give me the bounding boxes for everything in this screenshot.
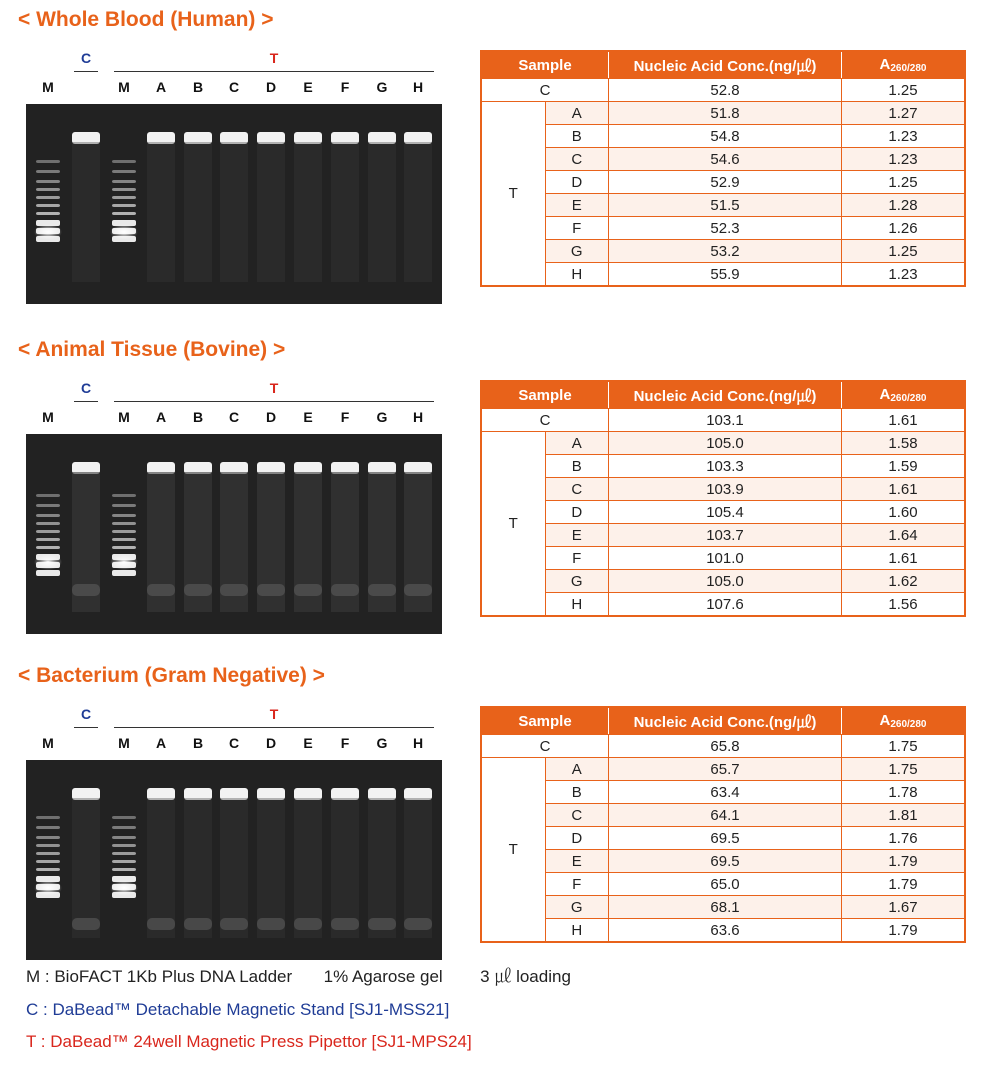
gel-lower-band [147, 584, 175, 596]
table-row [481, 758, 965, 781]
lane-label: H [412, 409, 424, 425]
gel-lower-band [294, 918, 322, 930]
table-row [481, 102, 965, 125]
ladder-band [36, 836, 60, 839]
table-row [481, 171, 965, 194]
sample-ratio: 1.25 [842, 171, 966, 194]
ladder-note: M : BioFACT 1Kb Plus DNA Ladder [26, 967, 293, 986]
sample-ratio: 1.61 [842, 547, 966, 570]
gel-panel [26, 706, 442, 961]
test-group-label: T [269, 380, 279, 396]
table-header-row [481, 381, 965, 409]
sample-ratio: 1.79 [842, 873, 966, 896]
ladder-band [112, 180, 136, 183]
ladder-band [36, 868, 60, 871]
lane-label: F [340, 735, 350, 751]
gel-smear [184, 142, 212, 282]
test-group-line [114, 727, 434, 728]
gel-lower-band [331, 918, 359, 930]
control-label: C [481, 735, 609, 758]
control-label: C [481, 79, 609, 102]
sample-conc: 105.4 [609, 501, 842, 524]
sample-id: G [545, 570, 609, 593]
ladder-band [112, 816, 136, 819]
sample-id: A [545, 432, 609, 455]
sample-id: H [545, 263, 609, 287]
lane-label: A [155, 409, 167, 425]
control-ratio: 1.25 [842, 79, 966, 102]
ladder-band [112, 522, 136, 525]
sample-ratio: 1.25 [842, 240, 966, 263]
sample-id: B [545, 781, 609, 804]
sample-conc: 69.5 [609, 827, 842, 850]
control-group-label: C [80, 706, 92, 722]
sample-conc: 103.9 [609, 478, 842, 501]
ladder-band [36, 570, 60, 576]
sample-conc: 69.5 [609, 850, 842, 873]
section-0 [0, 8, 1000, 313]
sample-conc: 54.6 [609, 148, 842, 171]
ratio-header [842, 381, 966, 409]
gel-smear [368, 142, 396, 282]
test-group-cell: T [481, 102, 545, 287]
ladder-glow [110, 880, 138, 896]
sample-id: C [545, 804, 609, 827]
test-group-cell: T [481, 432, 545, 617]
gel-smear [220, 798, 248, 938]
sample-conc: 54.8 [609, 125, 842, 148]
table-row [481, 593, 965, 617]
sample-ratio: 1.75 [842, 758, 966, 781]
sample-ratio: 1.62 [842, 570, 966, 593]
lane-label: M [118, 409, 130, 425]
ladder-band [112, 514, 136, 517]
gel-lower-band [404, 584, 432, 596]
sample-id: B [545, 125, 609, 148]
sample-conc: 65.7 [609, 758, 842, 781]
ladder-band [36, 212, 60, 215]
table-row [481, 455, 965, 478]
sample-conc: 64.1 [609, 804, 842, 827]
gel-image [26, 760, 442, 960]
table-row [481, 850, 965, 873]
test-group-line [114, 401, 434, 402]
lane-label: M [42, 735, 54, 751]
table-row [481, 781, 965, 804]
table-row [481, 409, 965, 432]
lane-label: D [265, 409, 277, 425]
gel-smear [331, 798, 359, 938]
sample-ratio: 1.26 [842, 217, 966, 240]
ratio-header [842, 51, 966, 79]
test-group-line [114, 71, 434, 72]
ladder-band [112, 546, 136, 549]
ladder-band [112, 538, 136, 541]
lane-labels [26, 79, 442, 97]
ladder-band [36, 196, 60, 199]
control-ratio: 1.75 [842, 735, 966, 758]
control-group-line [74, 71, 98, 72]
table-row [481, 896, 965, 919]
control-conc: 52.8 [609, 79, 842, 102]
sample-header: Sample [481, 51, 609, 79]
sample-ratio: 1.58 [842, 432, 966, 455]
lane-label: A [155, 79, 167, 95]
ratio-header-main: A [879, 712, 891, 729]
sample-ratio: 1.61 [842, 478, 966, 501]
lane-label: H [412, 79, 424, 95]
sample-conc: 105.0 [609, 432, 842, 455]
table-row [481, 524, 965, 547]
section-1 [0, 338, 1000, 643]
ladder-glow [110, 554, 138, 570]
ladder-band [112, 530, 136, 533]
lane-label: M [42, 409, 54, 425]
ladder-band [112, 160, 136, 163]
table-row [481, 240, 965, 263]
sample-id: D [545, 501, 609, 524]
gel-image [26, 104, 442, 304]
lane-labels [26, 409, 442, 427]
gel-lower-band [147, 918, 175, 930]
table-row [481, 873, 965, 896]
control-group-line [74, 401, 98, 402]
ladder-band [36, 530, 60, 533]
conc-header: Nucleic Acid Conc.(ng/㎕) [609, 51, 842, 79]
sample-id: G [545, 240, 609, 263]
table-row [481, 478, 965, 501]
ladder-band [36, 160, 60, 163]
control-ratio: 1.61 [842, 409, 966, 432]
gel-smear [220, 142, 248, 282]
table-header-row [481, 51, 965, 79]
gel-smear [331, 142, 359, 282]
table-row [481, 919, 965, 943]
lane-label: H [412, 735, 424, 751]
table-row [481, 432, 965, 455]
gel-lower-band [184, 584, 212, 596]
ratio-header-main: A [879, 56, 891, 73]
section-title: < Animal Tissue (Bovine) > [18, 338, 286, 361]
section-2 [0, 664, 1000, 969]
sample-ratio: 1.81 [842, 804, 966, 827]
lane-label: E [303, 409, 313, 425]
gel-lower-band [257, 584, 285, 596]
ladder-band [36, 504, 60, 507]
sample-ratio: 1.79 [842, 850, 966, 873]
table-row [481, 547, 965, 570]
sample-id: H [545, 593, 609, 617]
lane-label: G [376, 79, 388, 95]
table-row [481, 827, 965, 850]
ladder-glow [34, 880, 62, 896]
sample-conc: 63.6 [609, 919, 842, 943]
gel-lower-band [257, 918, 285, 930]
section-title: < Bacterium (Gram Negative) > [18, 664, 325, 687]
lane-label: M [118, 735, 130, 751]
sample-id: G [545, 896, 609, 919]
sample-id: E [545, 194, 609, 217]
sample-conc: 55.9 [609, 263, 842, 287]
table-row [481, 570, 965, 593]
gel-note: 1% Agarose gel [323, 967, 443, 986]
gel-smear [294, 142, 322, 282]
gel-lower-band [184, 918, 212, 930]
gel-smear [368, 798, 396, 938]
gel-smear [147, 142, 175, 282]
table-row [481, 148, 965, 171]
sample-conc: 103.7 [609, 524, 842, 547]
gel-lower-band [220, 918, 248, 930]
ladder-band [36, 514, 60, 517]
ladder-band [112, 836, 136, 839]
table-row [481, 194, 965, 217]
gel-lower-band [72, 584, 100, 596]
sample-id: E [545, 524, 609, 547]
sample-conc: 63.4 [609, 781, 842, 804]
sample-ratio: 1.23 [842, 148, 966, 171]
sample-header: Sample [481, 707, 609, 735]
lane-labels [26, 735, 442, 753]
ladder-band [112, 196, 136, 199]
sample-conc: 51.8 [609, 102, 842, 125]
gel-smear [147, 798, 175, 938]
gel-smear [72, 798, 100, 938]
lane-label: A [155, 735, 167, 751]
table-row [481, 217, 965, 240]
gel-lower-band [331, 584, 359, 596]
ladder-band [112, 170, 136, 173]
sample-id: A [545, 758, 609, 781]
table-row [481, 735, 965, 758]
lane-label: F [340, 79, 350, 95]
test-group-label: T [269, 50, 279, 66]
gel-smear [404, 798, 432, 938]
ladder-band [36, 860, 60, 863]
sample-ratio: 1.27 [842, 102, 966, 125]
sample-id: E [545, 850, 609, 873]
lane-label: D [265, 735, 277, 751]
sample-id: F [545, 547, 609, 570]
ladder-band [36, 844, 60, 847]
ratio-header-sub: 260/280 [890, 63, 927, 74]
ladder-band [36, 204, 60, 207]
sample-id: F [545, 873, 609, 896]
table-row [481, 804, 965, 827]
sample-conc: 65.0 [609, 873, 842, 896]
ladder-band [112, 868, 136, 871]
sample-ratio: 1.64 [842, 524, 966, 547]
ladder-band [36, 538, 60, 541]
ratio-header-sub: 260/280 [890, 719, 927, 730]
ladder-band [36, 188, 60, 191]
sample-ratio: 1.76 [842, 827, 966, 850]
ladder-glow [110, 224, 138, 240]
table-row [481, 263, 965, 287]
conc-header: Nucleic Acid Conc.(ng/㎕) [609, 707, 842, 735]
ladder-band [112, 204, 136, 207]
results-table [480, 706, 966, 943]
lane-label: F [340, 409, 350, 425]
sample-ratio: 1.23 [842, 263, 966, 287]
ladder-band [36, 852, 60, 855]
ladder-band [36, 826, 60, 829]
sample-id: H [545, 919, 609, 943]
control-group-label: C [80, 50, 92, 66]
lane-label: B [192, 409, 204, 425]
sample-ratio: 1.23 [842, 125, 966, 148]
control-label: C [481, 409, 609, 432]
gel-smear [184, 798, 212, 938]
sample-conc: 52.9 [609, 171, 842, 194]
gel-panel [26, 50, 442, 305]
sample-ratio: 1.78 [842, 781, 966, 804]
ladder-band [112, 860, 136, 863]
sample-conc: 103.3 [609, 455, 842, 478]
gel-smear [294, 798, 322, 938]
gel-lower-band [368, 584, 396, 596]
ratio-header-main: A [879, 386, 891, 403]
footer-legend-t: T : DaBead™ 24well Magnetic Press Pipettor [SJ1-MPS24] [26, 1032, 472, 1051]
ratio-header-sub: 260/280 [890, 393, 927, 404]
results-table [480, 50, 966, 287]
sample-id: A [545, 102, 609, 125]
loading-note: 3 ㎕ loading [480, 967, 571, 986]
sample-conc: 107.6 [609, 593, 842, 617]
gel-panel [26, 380, 442, 635]
sample-id: D [545, 827, 609, 850]
sample-conc: 51.5 [609, 194, 842, 217]
sample-id: B [545, 455, 609, 478]
ratio-header [842, 707, 966, 735]
ladder-band [36, 170, 60, 173]
table-row [481, 501, 965, 524]
ladder-band [112, 504, 136, 507]
gel-lower-band [72, 918, 100, 930]
ladder-glow [34, 224, 62, 240]
lane-label: G [376, 409, 388, 425]
sample-conc: 53.2 [609, 240, 842, 263]
lane-label: E [303, 735, 313, 751]
ladder-band [112, 494, 136, 497]
sample-conc: 105.0 [609, 570, 842, 593]
sample-id: D [545, 171, 609, 194]
sample-ratio: 1.59 [842, 455, 966, 478]
sample-ratio: 1.56 [842, 593, 966, 617]
table-header-row [481, 707, 965, 735]
lane-label: E [303, 79, 313, 95]
gel-smear [257, 798, 285, 938]
test-group-label: T [269, 706, 279, 722]
sample-header: Sample [481, 381, 609, 409]
ladder-band [36, 494, 60, 497]
sample-ratio: 1.60 [842, 501, 966, 524]
lane-label: C [228, 79, 240, 95]
sample-ratio: 1.79 [842, 919, 966, 943]
gel-lower-band [220, 584, 248, 596]
footer-legend-c: C : DaBead™ Detachable Magnetic Stand [SJ1-MSS21] [26, 1000, 450, 1019]
sample-conc: 101.0 [609, 547, 842, 570]
lane-label: D [265, 79, 277, 95]
conc-header: Nucleic Acid Conc.(ng/㎕) [609, 381, 842, 409]
lane-label: M [118, 79, 130, 95]
ladder-band [112, 212, 136, 215]
table-row [481, 125, 965, 148]
lane-label: B [192, 79, 204, 95]
footer-legend-line1 [26, 962, 571, 987]
ladder-band [112, 844, 136, 847]
gel-lower-band [368, 918, 396, 930]
gel-smear [404, 142, 432, 282]
gel-image [26, 434, 442, 634]
lane-label: G [376, 735, 388, 751]
ladder-band [36, 816, 60, 819]
section-title: < Whole Blood (Human) > [18, 8, 274, 31]
control-group-label: C [80, 380, 92, 396]
ladder-band [112, 852, 136, 855]
test-group-cell: T [481, 758, 545, 943]
gel-smear [72, 142, 100, 282]
table-row [481, 79, 965, 102]
sample-ratio: 1.67 [842, 896, 966, 919]
ladder-glow [34, 554, 62, 570]
lane-label: B [192, 735, 204, 751]
control-group-line [74, 727, 98, 728]
sample-conc: 52.3 [609, 217, 842, 240]
ladder-band [36, 180, 60, 183]
lane-label: M [42, 79, 54, 95]
ladder-band [36, 522, 60, 525]
control-conc: 103.1 [609, 409, 842, 432]
ladder-band [112, 826, 136, 829]
results-table [480, 380, 966, 617]
control-conc: 65.8 [609, 735, 842, 758]
sample-id: C [545, 148, 609, 171]
sample-id: C [545, 478, 609, 501]
ladder-band [36, 546, 60, 549]
lane-label: C [228, 409, 240, 425]
gel-lower-band [404, 918, 432, 930]
sample-ratio: 1.28 [842, 194, 966, 217]
gel-lower-band [294, 584, 322, 596]
ladder-band [112, 188, 136, 191]
sample-id: F [545, 217, 609, 240]
sample-conc: 68.1 [609, 896, 842, 919]
ladder-band [112, 570, 136, 576]
lane-label: C [228, 735, 240, 751]
gel-smear [257, 142, 285, 282]
